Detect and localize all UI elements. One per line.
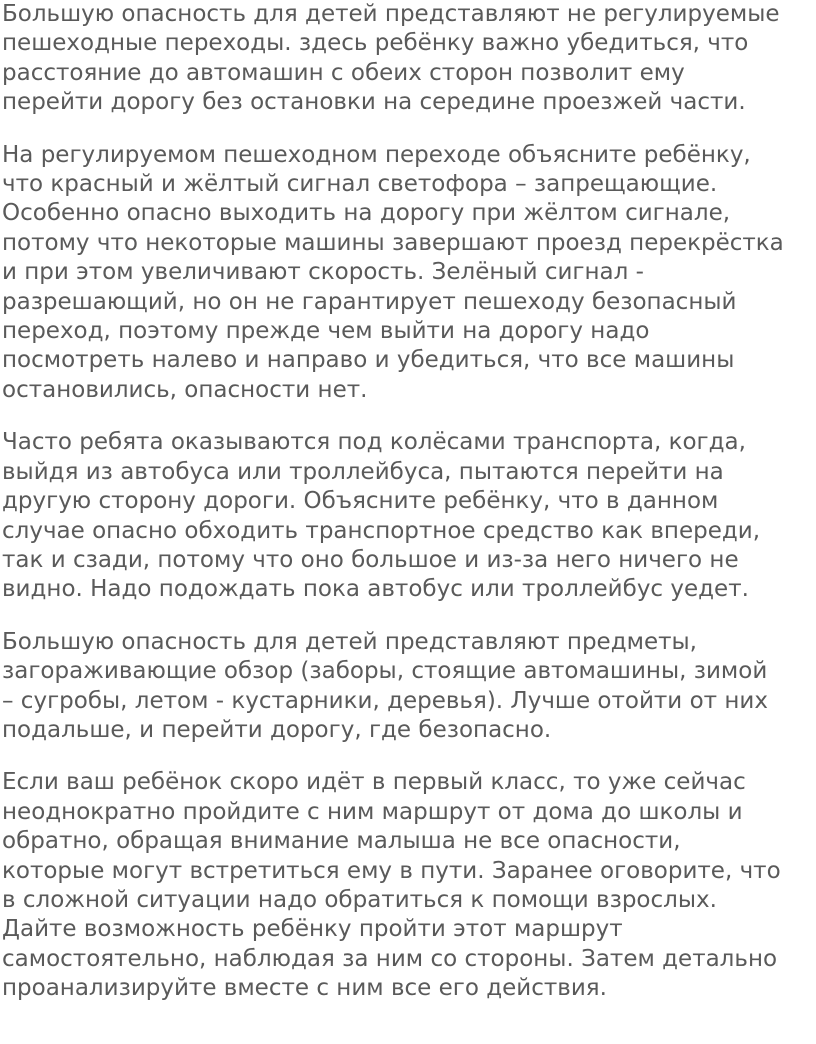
text-line: обратно, обращая внимание малыша не все опасности, xyxy=(2,828,681,855)
text-line: загораживающие обзор (заборы, стоящие автомашины, зимой xyxy=(2,658,768,685)
text-line: Если ваш ребёнок скоро идёт в первый класс, то уже сейчас xyxy=(2,769,746,796)
text-line: и при этом увеличивают скорость. Зелёный сигнал - xyxy=(2,259,644,286)
text-line: Большую опасность для детей представляют предметы, xyxy=(2,628,697,655)
text-line: перейти дорогу без остановки на середине проезжей части. xyxy=(2,89,746,116)
text-line: пешеходные переходы. здесь ребёнку важно убедиться, что xyxy=(2,30,749,57)
text-line: которые могут встретиться ему в пути. Заранее оговорите, что xyxy=(2,857,781,884)
text-line: проанализируйте вместе с ним все его действия. xyxy=(2,975,607,1002)
text-line: что красный и жёлтый сигнал светофора – запрещающие. xyxy=(2,171,718,198)
paragraph-regulated-crossings xyxy=(2,141,816,406)
text-line: так и сзади, потому что оно большое и из-за него ничего не xyxy=(2,546,739,573)
text-line: Особенно опасно выходить на дорогу при жёлтом сигнале, xyxy=(2,200,731,227)
text-line: потому что некоторые машины завершают проезд перекрёстка xyxy=(2,229,784,256)
text-line: видно. Надо подождать пока автобус или троллейбус уедет. xyxy=(2,576,749,603)
text-line: посмотреть налево и направо и убедиться, что все машины xyxy=(2,347,735,374)
paragraph-unregulated-crossings xyxy=(2,0,816,118)
text-line: случае опасно обходить транспортное средство как впереди, xyxy=(2,517,761,544)
text-line: переход, поэтому прежде чем выйти на дорогу надо xyxy=(2,318,650,345)
text-line: выйдя из автобуса или троллейбуса, пытаются перейти на xyxy=(2,458,724,485)
text-line: Дайте возможность ребёнку пройти этот маршрут xyxy=(2,916,623,943)
paragraph-public-transport xyxy=(2,428,816,604)
text-line: неоднократно пройдите с ним маршрут от дома до школы и xyxy=(2,798,743,825)
text-line: самостоятельно, наблюдая за ним со стороны. Затем детально xyxy=(2,945,778,972)
text-line: Большую опасность для детей представляют не регулируемые xyxy=(2,1,780,27)
text-line: Часто ребята оказываются под колёсами транспорта, когда, xyxy=(2,429,746,456)
text-line: остановились, опасности нет. xyxy=(2,376,368,403)
text-line: расстояние до автомашин с обеих сторон позволит ему xyxy=(2,59,685,86)
text-line: подальше, и перейти дорогу, где безопасно. xyxy=(2,716,552,743)
paragraph-obstructed-view xyxy=(2,628,816,746)
paragraph-school-route xyxy=(2,768,816,1003)
text-line: На регулируемом пешеходном переходе объясните ребёнку, xyxy=(2,141,751,168)
text-line: – сугробы, летом - кустарники, деревья). Лучше отойти от них xyxy=(2,687,768,714)
text-line: в сложной ситуации надо обратиться к помощи взрослых. xyxy=(2,886,717,913)
text-line: разрешающий, но он не гарантирует пешеходу безопасный xyxy=(2,288,737,315)
text-line: другую сторону дороги. Объясните ребёнку, что в данном xyxy=(2,488,719,515)
